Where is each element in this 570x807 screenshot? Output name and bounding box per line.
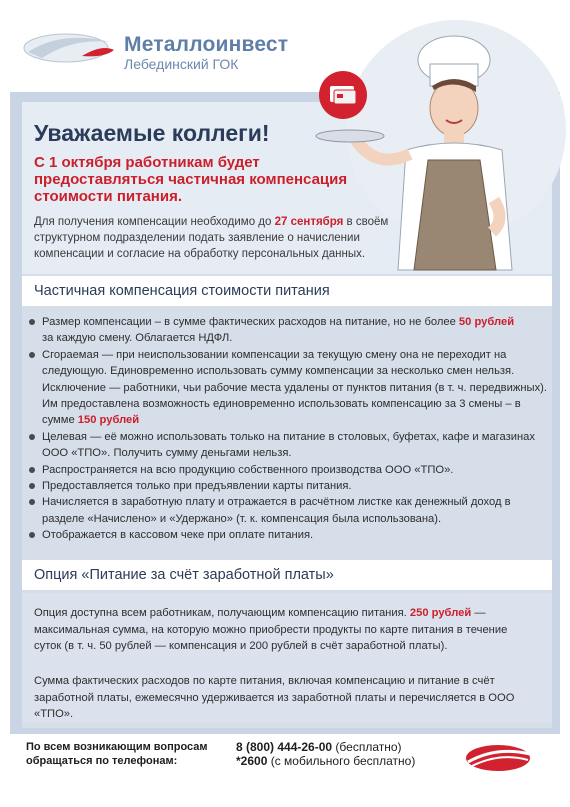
option-text: — максимальная сумма, на которую можно приобрести продукты по карте питания в течение суток (в т. ч. 50 рублей — компенсация и 200 рублей в счёт заработной платы).: [34, 607, 508, 652]
bullet-amount: 150 рублей: [77, 414, 140, 427]
bullet-text: Отображается в кассовом чеке при оплате питания.: [42, 529, 314, 542]
option-text: Опция доступна всем работникам, получающим компенсацию питания.: [34, 607, 410, 619]
phone-hotline-note: (бесплатно): [332, 740, 402, 754]
bullet-icon: [29, 532, 35, 538]
phone-hotline[interactable]: 8 (800) 444-26-00: [236, 740, 333, 754]
announcement-title: С 1 октября работникам будет предоставляться частичная компенсация стоимости питания.: [34, 154, 348, 205]
section2-title: Опция «Питание за счёт заработной платы»: [34, 567, 334, 583]
brand: [124, 34, 288, 73]
bullet-text: Целевая — её можно использовать только на питание в столовых, буфетах, кафе и магазинах ООО «ТПО». Получить сумму деньгами нельзя.: [42, 430, 535, 460]
option-amount: 250 рублей: [409, 607, 472, 619]
bullet-icon: [29, 483, 35, 489]
food-card-icon: [318, 70, 368, 120]
compensation-list: [22, 314, 552, 544]
bullet-icon: [29, 352, 35, 358]
list-item: [28, 527, 552, 543]
bullet-amount: 50 рублей: [458, 316, 515, 328]
brand-name: Металлоинвест: [124, 33, 289, 56]
bullet-text: Предоставляется только при предъявлении карты питания.: [42, 480, 352, 493]
bullet-icon: [29, 467, 35, 473]
option-paragraph-1: [34, 605, 534, 655]
list-item: [28, 314, 552, 347]
list-item: [28, 429, 552, 462]
bullet-icon: [29, 319, 35, 325]
footer-logo-icon: [452, 742, 532, 774]
list-item: [28, 462, 552, 478]
list-item: [28, 347, 552, 429]
list-item: [28, 478, 552, 494]
contact-label: По всем возникающим вопросам обращаться по телефонам:: [26, 741, 208, 767]
intro-after: в своём структурном подразделении подать заявление о начислении компенсации и согласие на обработку персональных данных.: [34, 216, 389, 260]
brand-subtitle: Лебединский ГОК: [124, 56, 239, 72]
section1-title: Частичная компенсация стоимости питания: [34, 283, 330, 299]
intro-text: [34, 214, 414, 262]
phone-short[interactable]: *2600: [236, 754, 268, 768]
option-paragraph-2: Сумма фактических расходов по карте питания, включая компенсацию и питание в счёт заработной платы, ежемесячно удерживается из заработной платы и перечисляется в ООО «ТПО».: [34, 675, 515, 720]
bullet-text: Сгораемая — при неиспользовании компенсации за текущую смену она не переходит на следующую. Единовременно использовать сумму компенсации за несколько смен нельзя.: [42, 348, 515, 378]
bullet-icon: [29, 499, 35, 505]
bullet-text: Исключение — работники, чьи рабочие места удалены от пунктов питания (в т. ч. передвижных). Им предоставлена возможность единовременно использовать компенсацию за 3 смены – в сумме: [42, 381, 548, 427]
bullet-text: Начисляется в заработную плату и отражается в расчётном листке как денежный доход в разделе «Начислено» и «Удержано» (т. к. компенсация была использована).: [42, 496, 511, 525]
bullet-icon: [29, 434, 35, 440]
bullet-text: Размер компенсации – в сумме фактических расходов на питание, но не более: [42, 316, 459, 328]
bullet-text: за каждую смену. Облагается НДФЛ.: [42, 332, 233, 345]
contact-phones: [236, 740, 415, 768]
intro-deadline: 27 сентября: [274, 216, 344, 228]
intro-before: Для получения компенсации необходимо до: [34, 216, 275, 228]
page-heading: Уважаемые коллеги!: [34, 120, 270, 146]
bullet-text: Распространяется на всю продукцию собственного производства ООО «ТПО».: [42, 463, 454, 476]
phone-short-note: (с мобильного бесплатно): [267, 754, 416, 768]
list-item: [28, 494, 552, 527]
logo-swoosh-icon: [22, 28, 116, 72]
